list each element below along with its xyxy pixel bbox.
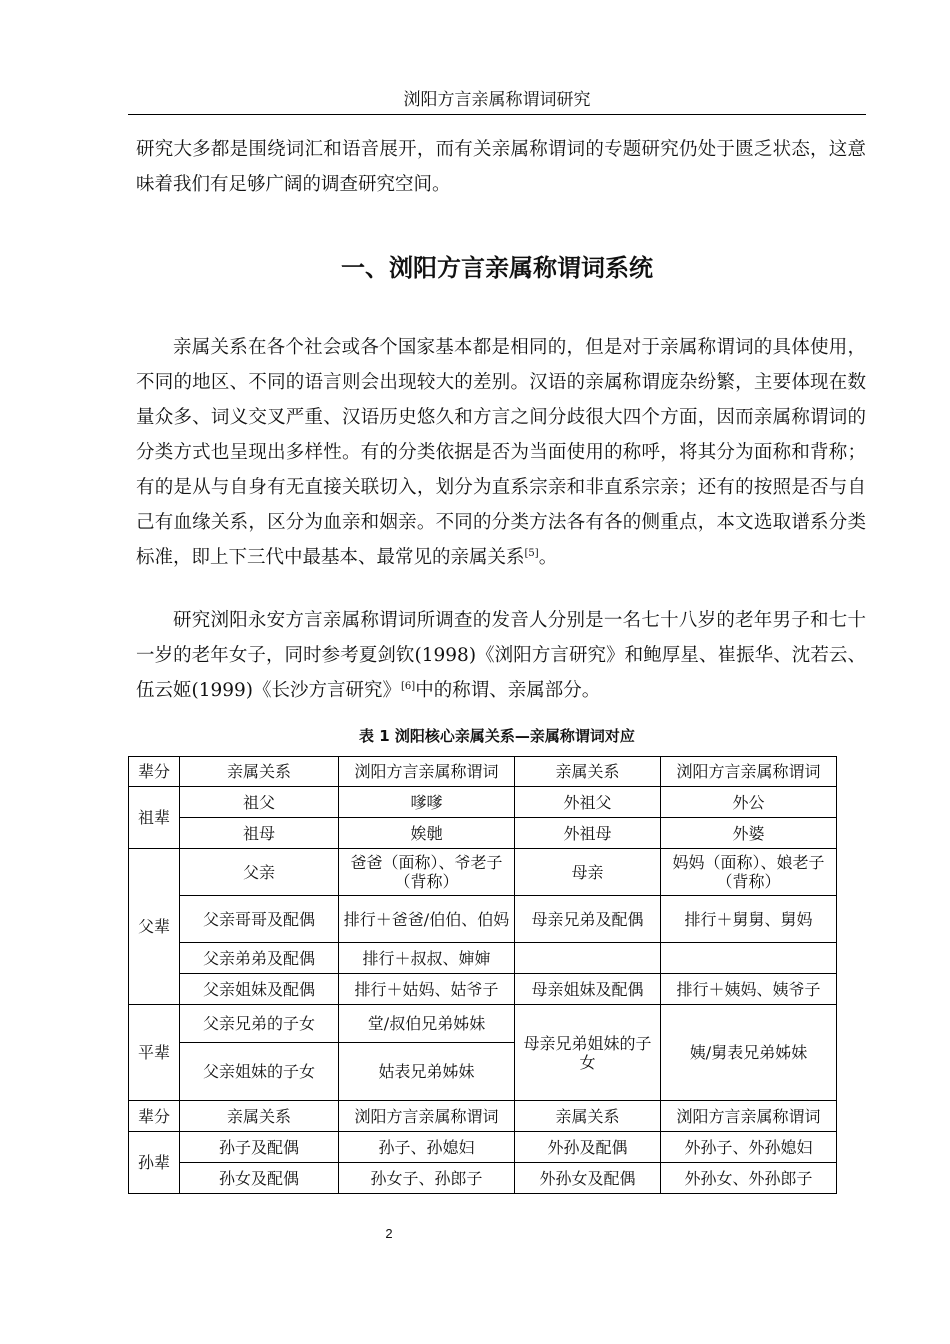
table-cell: 外孙女、外孙郎子 bbox=[661, 1163, 837, 1194]
table-cell: 母亲 bbox=[515, 849, 661, 896]
table-cell: 祖父 bbox=[180, 787, 339, 818]
table-row bbox=[129, 1132, 837, 1163]
citation-6: [6] bbox=[401, 680, 416, 692]
table-cell: 父亲弟弟及配偶 bbox=[180, 943, 339, 974]
table-cell: 排行＋舅舅、舅妈 bbox=[661, 896, 837, 943]
table-cell: 嗲嗲 bbox=[339, 787, 515, 818]
intro-paragraph: 研究大多都是围绕词汇和语音展开，而有关亲属称谓词的专题研究仍处于匮乏状态，这意味着我们有足够广阔的调查研究空间。 bbox=[136, 139, 866, 195]
header-cell: 浏阳方言亲属称谓词 bbox=[339, 757, 515, 787]
header-cell: 浏阳方言亲属称谓词 bbox=[661, 1101, 837, 1132]
table-row bbox=[129, 896, 837, 943]
table-cell: 外祖母 bbox=[515, 818, 661, 849]
table-cell: 排行＋爸爸/伯伯、伯妈 bbox=[339, 896, 515, 943]
header-cell: 亲属关系 bbox=[180, 757, 339, 787]
body-paragraph-1 bbox=[136, 330, 866, 575]
header-cell: 亲属关系 bbox=[180, 1101, 339, 1132]
table-cell: 父亲姐妹及配偶 bbox=[180, 974, 339, 1005]
body-paragraph-2-end: 中的称谓、亲属部分。 bbox=[415, 680, 601, 701]
table-cell bbox=[515, 943, 661, 974]
table-row bbox=[129, 943, 837, 974]
table-cell bbox=[661, 943, 837, 974]
header-cell: 亲属关系 bbox=[515, 1101, 661, 1132]
generation-label: 孙辈 bbox=[129, 1132, 180, 1194]
table-header-row bbox=[129, 1101, 837, 1132]
table-cell: 祖母 bbox=[180, 818, 339, 849]
table-cell: 母亲兄弟及配偶 bbox=[515, 896, 661, 943]
body-paragraph-1-end: 。 bbox=[538, 547, 558, 568]
header-cell: 辈分 bbox=[129, 757, 180, 787]
table-cell: 娭毑 bbox=[339, 818, 515, 849]
generation-label: 父辈 bbox=[129, 849, 180, 1005]
table-cell: 妈妈（面称）、娘老子（背称） bbox=[661, 849, 837, 896]
table-cell: 父亲 bbox=[180, 849, 339, 896]
body-paragraph-1-text: 亲属关系在各个社会或各个国家基本都是相同的，但是对于亲属称谓词的具体使用，不同的地区、不同的语言则会出现较大的差别。汉语的亲属称谓庞杂纷繁，主要体现在数量众多、词义交叉严重、汉语历史悠久和方言之间分歧很大四个方面，因而亲属称谓词的分类方式也呈现出多样性。有的分类依据是否为当面使用的称呼，将其分为面称和背称；有的是从与自身有无直接关联切入，划分为直系宗亲和非直系宗亲；还有的按照是否与自己有血缘关系，区分为血亲和姻亲。不同的分类方法各有各的侧重点，本文选取谱系分类标准，即上下三代中最基本、最常见的亲属关系 bbox=[136, 337, 866, 568]
table-caption: 表 1 浏阳核心亲属关系—亲属称谓词对应 bbox=[359, 727, 635, 745]
table-row bbox=[129, 787, 837, 818]
page-header-title: 浏阳方言亲属称谓词研究 bbox=[403, 90, 591, 110]
table-cell: 孙女及配偶 bbox=[180, 1163, 339, 1194]
header-cell: 浏阳方言亲属称谓词 bbox=[339, 1101, 515, 1132]
table-cell: 堂/叔伯兄弟姊妹 bbox=[339, 1005, 515, 1043]
table-row bbox=[129, 974, 837, 1005]
kinship-table bbox=[128, 756, 837, 1194]
header-cell: 浏阳方言亲属称谓词 bbox=[661, 757, 837, 787]
header-cell: 辈分 bbox=[129, 1101, 180, 1132]
generation-label: 祖辈 bbox=[129, 787, 180, 849]
table-cell: 姑表兄弟姊妹 bbox=[339, 1043, 515, 1101]
table-row bbox=[129, 818, 837, 849]
table-cell: 外婆 bbox=[661, 818, 837, 849]
table-cell: 排行＋姑妈、姑爷子 bbox=[339, 974, 515, 1005]
table-cell: 母亲兄弟姐妹的子女 bbox=[515, 1005, 661, 1101]
table-cell: 孙子及配偶 bbox=[180, 1132, 339, 1163]
table-cell: 外孙及配偶 bbox=[515, 1132, 661, 1163]
table-cell: 外祖父 bbox=[515, 787, 661, 818]
table-cell: 孙子、孙媳妇 bbox=[339, 1132, 515, 1163]
page-number: 2 bbox=[385, 1226, 393, 1241]
table-cell: 父亲姐妹的子女 bbox=[180, 1043, 339, 1101]
body-paragraph-2-text: 研究浏阳永安方言亲属称谓词所调查的发音人分别是一名七十八岁的老年男子和七十一岁的老年女子，同时参考夏剑钦(1998)《浏阳方言研究》和鲍厚星、崔振华、沈若云、伍云姬(1999)《长沙方言研究》 bbox=[136, 610, 866, 701]
header-cell: 亲属关系 bbox=[515, 757, 661, 787]
table-cell: 外孙女及配偶 bbox=[515, 1163, 661, 1194]
table-header-row bbox=[129, 757, 837, 787]
table-cell: 姨/舅表兄弟姊妹 bbox=[661, 1005, 837, 1101]
table-row bbox=[129, 1163, 837, 1194]
table-cell: 爸爸（面称）、爷老子（背称） bbox=[339, 849, 515, 896]
table-row bbox=[129, 1005, 837, 1043]
body-paragraph-2 bbox=[136, 603, 866, 708]
table-cell: 父亲兄弟的子女 bbox=[180, 1005, 339, 1043]
table-cell: 母亲姐妹及配偶 bbox=[515, 974, 661, 1005]
table-cell: 外公 bbox=[661, 787, 837, 818]
header-rule bbox=[128, 114, 866, 115]
table-cell: 排行＋叔叔、婶婶 bbox=[339, 943, 515, 974]
table-cell: 父亲哥哥及配偶 bbox=[180, 896, 339, 943]
citation-5: [5] bbox=[524, 547, 539, 559]
table-cell: 排行＋姨妈、姨爷子 bbox=[661, 974, 837, 1005]
table-cell: 孙女子、孙郎子 bbox=[339, 1163, 515, 1194]
table-cell: 外孙子、外孙媳妇 bbox=[661, 1132, 837, 1163]
generation-label: 平辈 bbox=[129, 1005, 180, 1101]
section-heading: 一、浏阳方言亲属称谓词系统 bbox=[341, 254, 653, 282]
table-row bbox=[129, 849, 837, 896]
